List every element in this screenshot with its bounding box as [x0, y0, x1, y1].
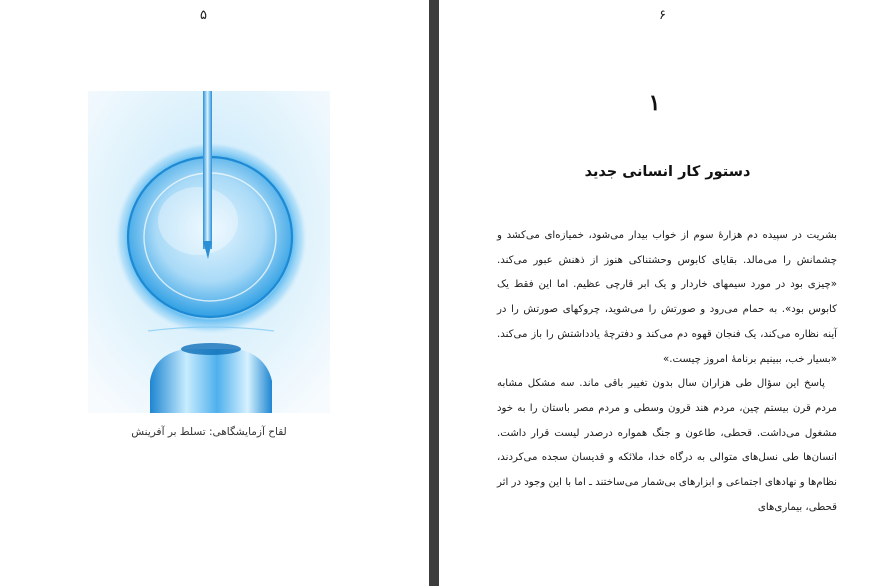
chapter-title: دستور کار انسانی جدید [584, 164, 751, 180]
chapter-body [497, 224, 837, 520]
left-page [0, 0, 429, 586]
ivf-illustration [88, 91, 330, 413]
page-number-right: ۶ [659, 8, 666, 23]
right-page [439, 0, 870, 586]
paragraph: بشریت در سپیده دم هزارهٔ سوم از خواب بیدار می‌شود، خمیازه‌ای می‌کشد و چشمانش را می‌مالد. بقایای کابوس وحشتناکی هنوز از ذهنش عبور می‌کند. «چیزی بود در مورد سیمهای خاردار و یک ابر قارچی عظیم. اما این فقط یک کابوس بود». به حمام می‌رود و صورتش را می‌شوید، چروکهای صورتش را در آینه نظاره می‌کند، یک فنجان قهوه دم می‌کند و دفترچهٔ یادداشتش را باز می‌کند. «بسیار خب، ببینیم برنامهٔ امروز چیست.» [497, 230, 837, 365]
book-gutter [429, 0, 439, 586]
chapter-number: ۱ [648, 90, 661, 116]
paragraph: پاسخ این سؤال طی هزاران سال بدون تغییر باقی ماند. سه مشکل مشابه مردم قرن بیستم چین، مردم هند قرون وسطی و مردم مصر باستان را به خود مشغول می‌داشت. قحطی، طاعون و جنگ همواره درصدر لیست قرار داشت. انسان‌ها طی نسل‌های متوالی به درگاه خدا، ملائکه و قدیسان سجده می‌کردند، نظام‌ها و نهادهای اجتماعی و ابزارهای بی‌شمار می‌ساختند ـ اما با این وجود در اثر قحطی، بیماری‌های [497, 378, 837, 513]
figure-caption: لقاح آزمایشگاهی: تسلط بر آفرینش [131, 426, 287, 438]
page-number-left: ۵ [200, 8, 207, 23]
